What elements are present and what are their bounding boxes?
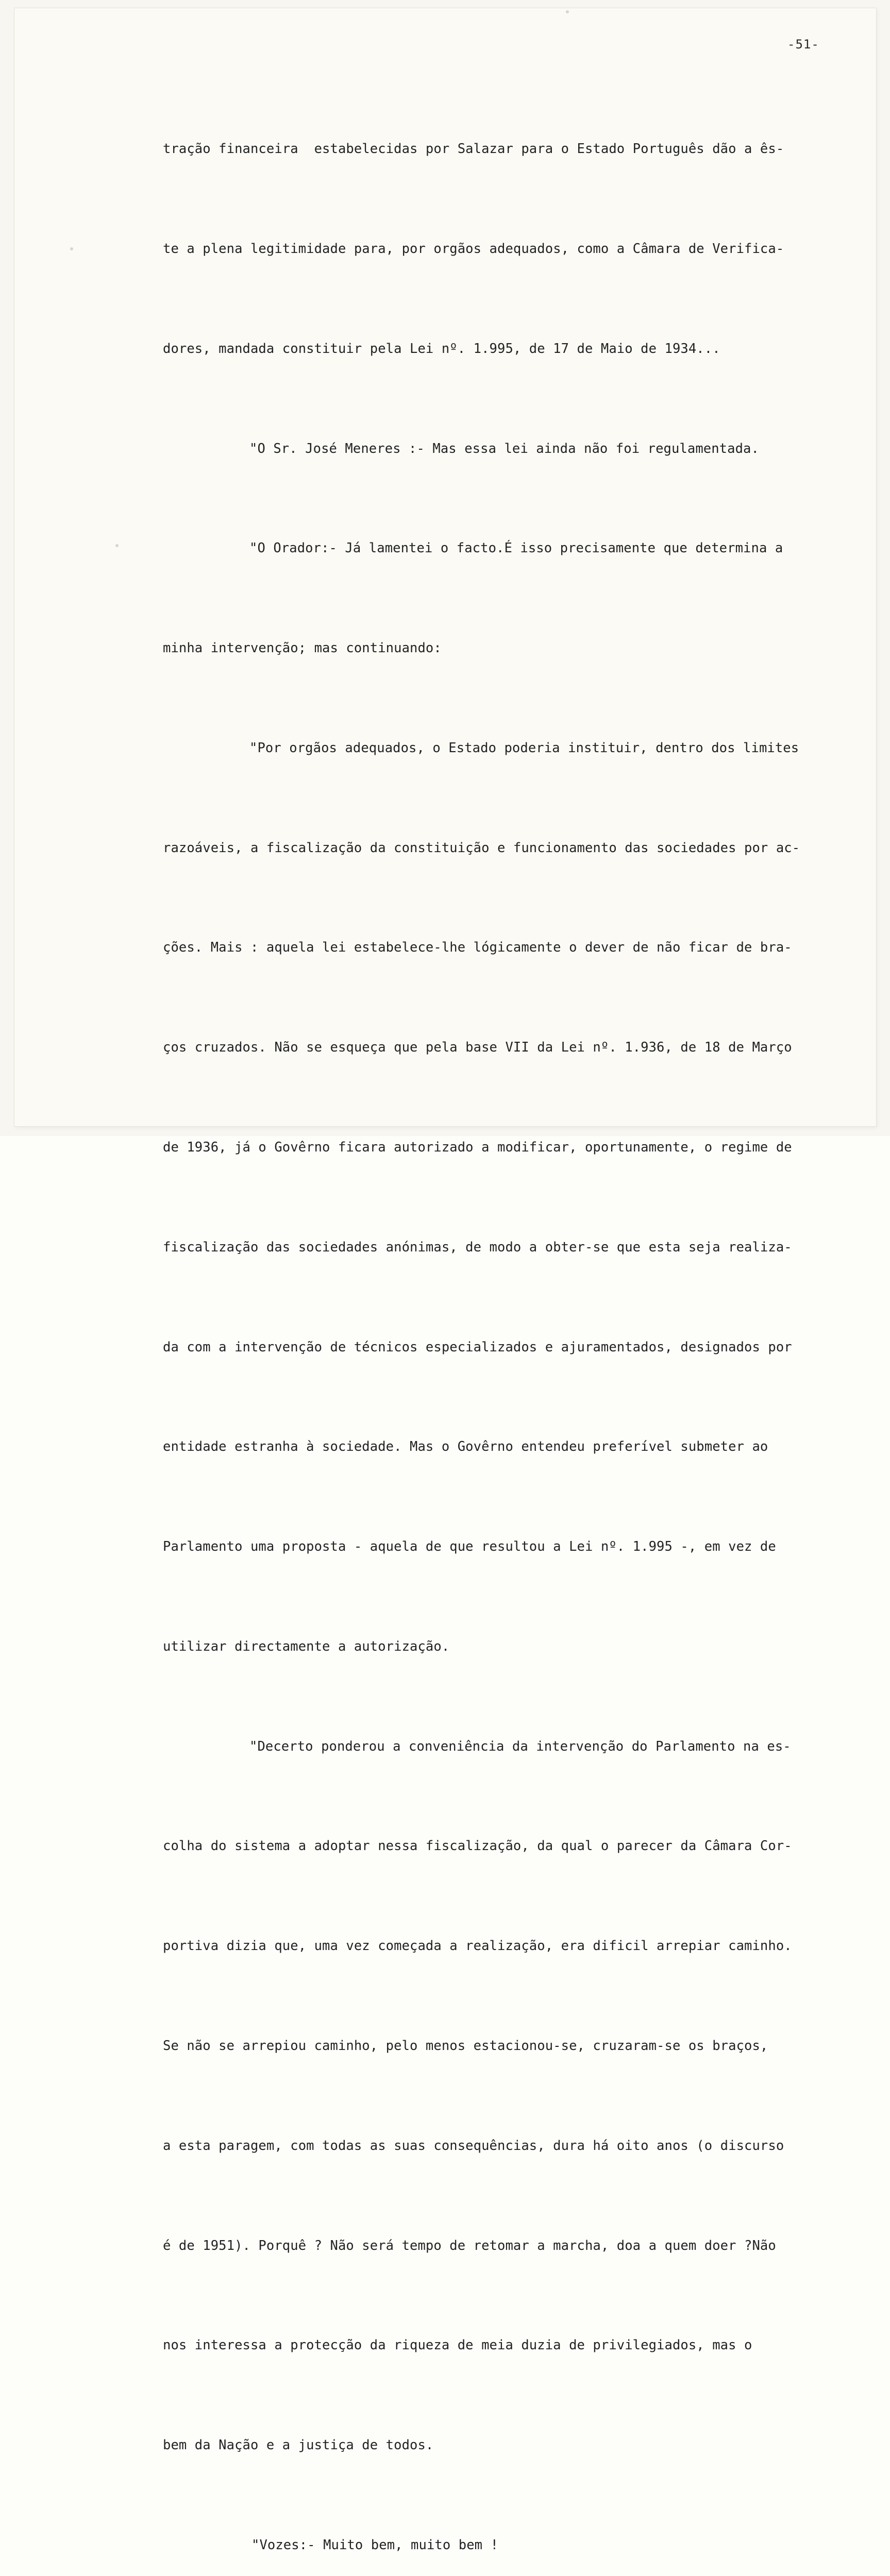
text-line: de 1936, já o Govêrno ficara autorizado a modificar, oportunamente, o regime de	[163, 1140, 792, 1155]
page-number: -51-	[787, 37, 819, 52]
text-line: "Vozes:- Muito bem, muito bem !	[251, 2537, 499, 2553]
text-line: Se não se arrepiou caminho, pelo menos estacionou-se, cruzaram-se os braços,	[163, 2038, 768, 2054]
text-line: utilizar directamente a autorização.	[163, 1638, 450, 1654]
text-line: "O Orador:- Já lamentei o facto.É isso precisamente que determina a	[249, 540, 783, 556]
text-line: razoáveis, a fiscalização da constituição e funcionamento das sociedades por ac-	[163, 840, 800, 856]
text-line: "O Sr. José Meneres :- Mas essa lei ainda não foi regulamentada.	[249, 440, 759, 456]
text-line: da com a intervenção de técnicos especializados e ajuramentados, designados por	[163, 1339, 792, 1355]
text-line: minha intervenção; mas continuando:	[163, 640, 442, 656]
text-line: "Decerto ponderou a conveniência da intervenção do Parlamento na es-	[249, 1738, 791, 1754]
text-line: entidade estranha à sociedade. Mas o Govêrno entendeu preferível submeter ao	[163, 1439, 768, 1455]
text-line: a esta paragem, com todas as suas consequências, dura há oito anos (o discurso	[163, 2138, 784, 2154]
text-line: fiscalização das sociedades anónimas, de modo a obter-se que esta seja realiza-	[163, 1239, 792, 1255]
typewritten-text	[163, 66, 853, 2576]
text-line: bem da Nação e a justiça de todos.	[163, 2437, 434, 2453]
text-line: tração financeira estabelecidas por Salazar para o Estado Português dão a ês-	[163, 141, 784, 157]
text-line: "Por orgãos adequados, o Estado poderia instituir, dentro dos limites	[249, 740, 799, 756]
text-line: ços cruzados. Não se esqueça que pela base VII da Lei nº. 1.936, de 18 de Março	[163, 1040, 792, 1056]
paper-speck	[70, 247, 73, 250]
text-line: te a plena legitimidade para, por orgãos adequados, como a Câmara de Verifica-	[163, 241, 784, 257]
text-line: colha do sistema a adoptar nessa fiscalização, da qual o parecer da Câmara Cor-	[163, 1838, 792, 1854]
text-line: Parlamento uma proposta - aquela de que resultou a Lei nº. 1.995 -, em vez de	[163, 1539, 776, 1555]
text-line: nos interessa a protecção da riqueza de meia duzia de privilegiados, mas o	[163, 2337, 752, 2353]
text-line: é de 1951). Porquê ? Não será tempo de retomar a marcha, doa a quem doer ?Não	[163, 2238, 776, 2253]
text-line: portiva dizia que, uma vez começada a realização, era dificil arrepiar caminho.	[163, 1938, 792, 1954]
text-line: ções. Mais : aquela lei estabelece-lhe lógicamente o dever de não ficar de bra-	[163, 940, 792, 956]
paper-speck	[566, 10, 569, 13]
paper-speck	[115, 544, 119, 547]
text-line: dores, mandada constituir pela Lei nº. 1.995, de 17 de Maio de 1934...	[163, 341, 720, 357]
